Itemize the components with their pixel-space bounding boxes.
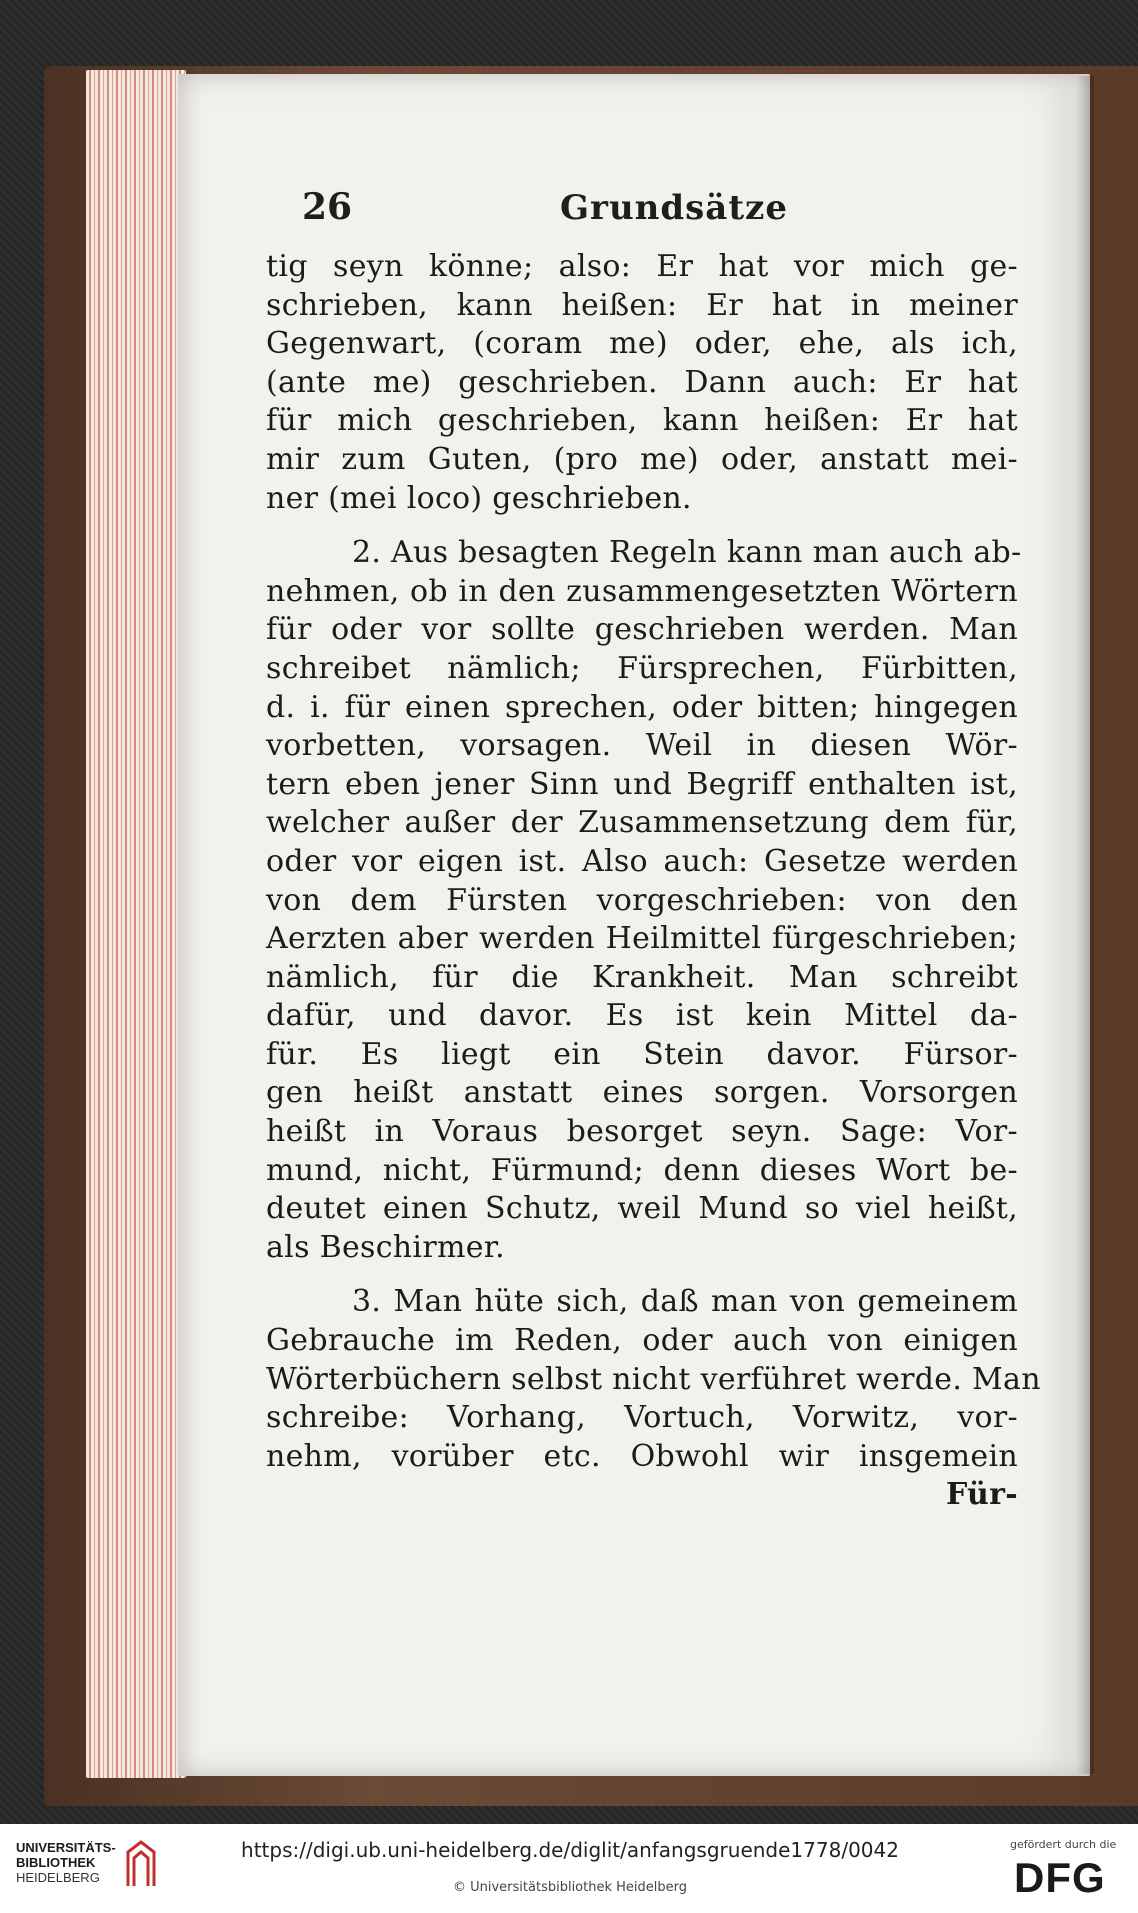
text-line: schreibe: Vorhang, Vortuch, Vorwitz, vor- [266,1400,1018,1436]
text-line: von dem Fürsten vorgeschrieben: von den [266,882,1018,918]
text-line: mund, nicht, Fürmund; denn dieses Wort be- [266,1152,1018,1188]
text-line: Gebrauche im Reden, oder auch von einigen [266,1323,1018,1359]
text-line: gen heißt anstatt eines sorgen. Vorsorgen [266,1075,1018,1111]
text-line: schrieben, kann heißen: Er hat in meiner [266,287,1018,323]
page-gutter-shadow [1076,76,1094,1774]
viewer-footer [0,1824,1138,1913]
text-line: für mich geschrieben, kann heißen: Er hat [266,403,1018,439]
text-line: Wörterbüchern selbst nicht verführet werde. Man [266,1361,1041,1397]
page-text [266,248,1041,1515]
running-head [302,186,1022,236]
text-line: für. Es liegt ein Stein davor. Fürsor- [266,1036,1018,1072]
library-name-line: HEIDELBERG [16,1870,100,1885]
text-line: nehmen, ob in den zusammengesetzten Wörtern [266,573,1018,609]
text-line: mir zum Guten, (pro me) oder, anstatt mei- [266,441,1018,477]
text-line: dafür, und davor. Es ist kein Mittel da- [266,998,1018,1034]
dfg-logo: DFG [1014,1854,1106,1901]
text-line: nehm, vorüber etc. Obwohl wir insgemein [266,1438,1018,1474]
permalink-url[interactable]: https://digi.ub.uni-heidelberg.de/diglit/anfangsgruende1778/0042 [241,1838,899,1862]
funding-label: gefördert durch die [1010,1838,1117,1851]
text-line: Aerzten aber werden Heilmittel fürgeschrieben; [266,921,1018,957]
text-line: 3. Man hüte sich, daß man von gemeinem [352,1284,1018,1320]
page-edges [86,70,186,1778]
text-line: nämlich, für die Krankheit. Man schreibt [266,959,1018,995]
library-logo-text [16,1840,116,1885]
library-logo-icon [124,1838,158,1890]
text-line: oder vor eigen ist. Also auch: Gesetze werden [266,843,1018,879]
text-line: vorbetten, vorsagen. Weil in diesen Wör- [266,728,1018,764]
text-line: als Beschirmer. [266,1229,505,1265]
text-line: ner (mei loco) geschrieben. [266,480,692,516]
text-line: 2. Aus besagten Regeln kann man auch ab- [352,535,1022,571]
library-name-line: UNIVERSITÄTS- [16,1840,116,1855]
text-line: tig seyn könne; also: Er hat vor mich ge- [266,249,1018,284]
text-line: für oder vor sollte geschrieben werden. Man [266,612,1018,648]
page-number: 26 [302,186,353,228]
text-line: welcher außer der Zusammensetzung dem für, [266,805,1018,841]
copyright-notice: © Universitätsbibliothek Heidelberg [452,1880,687,1895]
text-line: schreibet nämlich; Fürsprechen, Fürbitten, [266,650,1018,686]
text-line: tern eben jener Sinn und Begriff enthalten ist, [266,766,1018,802]
text-line: Gegenwart, (coram me) oder, ehe, als ich, [266,326,1018,362]
text-line: deutet einen Schutz, weil Mund so viel heißt, [266,1191,1018,1227]
running-title: Grundsätze [560,188,788,228]
text-line: (ante me) geschrieben. Dann auch: Er hat [266,364,1018,400]
text-line: heißt in Voraus besorget seyn. Sage: Vor- [266,1114,1018,1150]
library-name-line: BIBLIOTHEK [16,1855,96,1870]
catchword: Für- [945,1477,1018,1513]
text-line: d. i. für einen sprechen, oder bitten; hingegen [266,689,1018,725]
